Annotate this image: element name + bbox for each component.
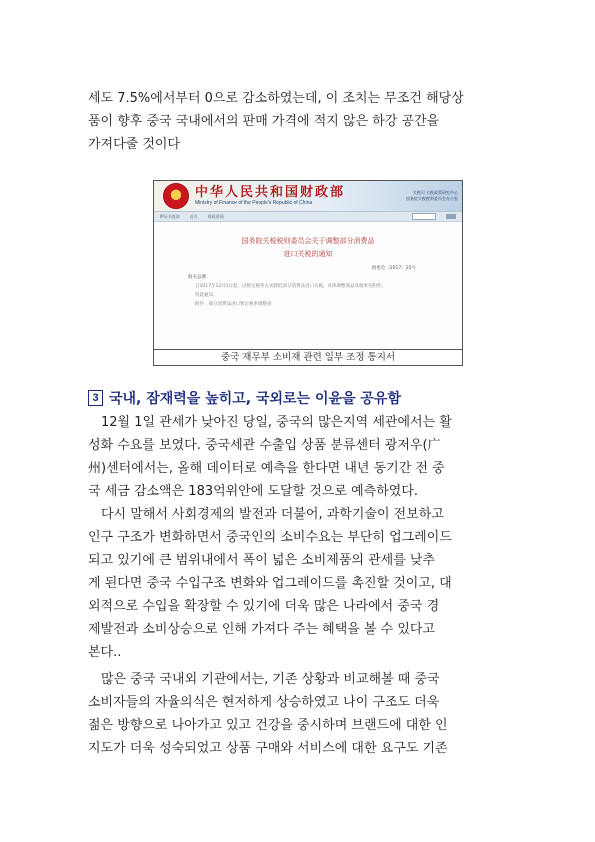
text-line: 본다..: [88, 645, 122, 660]
notice-title: [154, 235, 462, 261]
ministry-name-cn: 中华人民共和国财政部: [195, 184, 346, 200]
ministry-notice-figure: [153, 180, 463, 366]
text-line: 가져다줄 것이다: [88, 137, 181, 152]
section-heading: [88, 388, 401, 408]
text-line: 소비자들의 자율의식은 현저하게 상승하였고 나이 구조도 더욱: [88, 695, 440, 710]
banner-links: [400, 184, 458, 207]
section-number: 3: [88, 390, 103, 406]
section-title: 국내, 잠재력을 높히고, 국외로는 이윤을 공유함: [109, 391, 401, 407]
intro-paragraph: [88, 87, 520, 156]
text-line: 국 세금 감소액은 183억위안에 도달할 것으로 예측하였다.: [88, 484, 419, 499]
text-line: 인구 구조가 변화하면서 중국인의 소비수요는 부단히 업그레이드: [88, 530, 452, 545]
nav-item[interactable]: 首页: [189, 213, 198, 219]
text-line: 젊은 방향으로 나아가고 있고 건강을 중시하며 브랜드에 대한 인: [88, 718, 448, 733]
text-line: 게 된다면 중국 수입구조 변화와 업그레이드를 촉진할 것이고, 대: [88, 576, 452, 591]
text-line: 다시 말해서 사회경제의 발전과 더불어, 과학기술이 전보하고: [101, 507, 444, 522]
text-line: 품이 향후 중국 국내에서의 판매 가격에 적지 않은 하강 공간을: [88, 114, 440, 129]
breadcrumb: [154, 222, 462, 231]
text-line: 성화 수요를 보였다. 중국세관 수출입 상품 분류센터 광저우(广: [88, 438, 441, 453]
notice-body: [154, 273, 462, 309]
text-line: 지도가 더욱 성숙되었고 상품 구매와 서비스에 대한 요구도 기존: [88, 741, 448, 756]
figure-caption: 중국 재무부 소비재 관련 일부 조정 통지서: [154, 349, 462, 365]
text-line: 세도 7.5%에서부터 0으로 감소하였는데, 이 조치는 무조건 해당상: [88, 91, 464, 106]
notice-body-line: 自2017年12月1日起，以暂定税率方式降低部分消费品进口关税。具体调整商品及税率见附件。: [195, 284, 387, 289]
notice-closing: 特此通知。: [195, 293, 218, 298]
notice-salutation: 海关总署：: [188, 275, 211, 280]
text-line: 제발전과 소비상승으로 인해 가져다 주는 혜택을 볼 수 있다고: [88, 622, 436, 637]
notice-title-line: 国务院关税税则委员会关于调整部分消费品: [241, 237, 375, 245]
notice-attachment[interactable]: 附件：部分消费品进口暂定税率调整表: [195, 302, 272, 307]
ministry-banner: [154, 181, 462, 212]
ministry-name-en: Ministry of Finance of the People's Republic of China: [195, 199, 313, 206]
search-button[interactable]: [446, 214, 456, 219]
nav-item[interactable]: IP证书查询: [160, 213, 180, 219]
search-input[interactable]: [412, 213, 436, 220]
text-line: 많은 중국 국내외 기관에서는, 기존 상황과 비교해볼 때 중국: [101, 672, 440, 687]
site-navbar: [154, 212, 462, 222]
banner-link[interactable]: 国务院关税税则委员会办公室: [406, 195, 458, 201]
national-emblem-icon: [163, 183, 189, 209]
notice-title-line: 进口关税的通知: [283, 250, 333, 258]
notice-number: 税委会〔2017〕25号: [371, 266, 416, 271]
nav-item[interactable]: 财政要闻: [207, 213, 224, 219]
text-line: 12월 1일 관세가 낮아진 당일, 중국의 많은지역 세관에서는 활: [101, 415, 452, 430]
body-paragraph: [88, 668, 520, 760]
text-line: 州)센터에서는, 올해 데이터로 예측을 한다면 내년 동기간 전 중: [88, 461, 445, 476]
banner-link[interactable]: 关税司 关税政策研究中心: [412, 189, 458, 195]
text-line: 되고 있기에 큰 범위내에서 폭이 넓은 소비제품의 관세를 낮추: [88, 553, 436, 568]
text-line: 외적으로 수입을 확장할 수 있기에 더욱 많은 나라에서 중국 경: [88, 599, 440, 614]
body-paragraph: [88, 411, 520, 503]
body-paragraph: [88, 503, 520, 664]
